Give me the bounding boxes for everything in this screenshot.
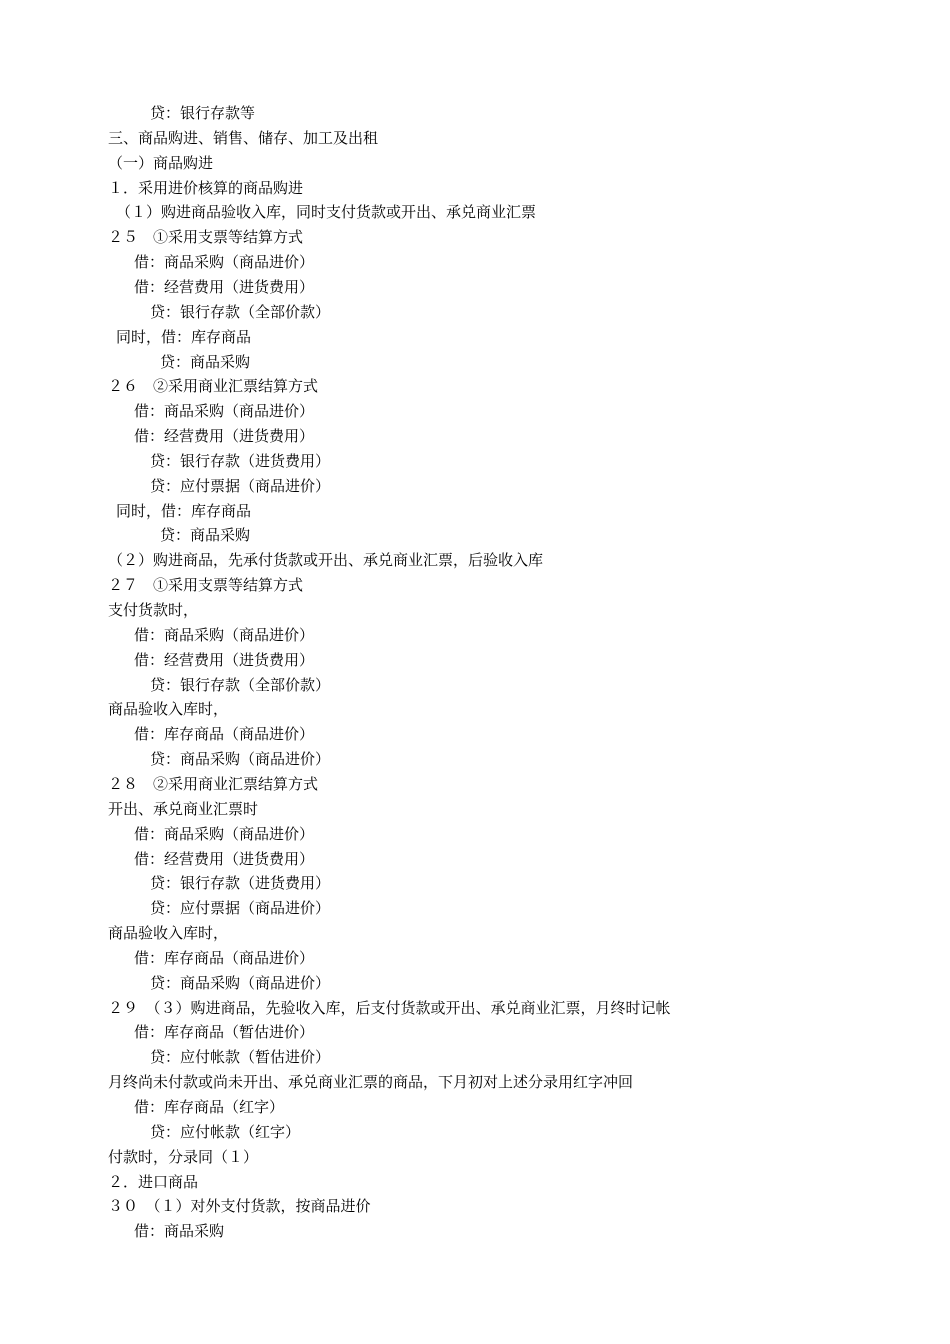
text-line: 借：经营费用（进货费用） <box>134 651 315 669</box>
text-line: 贷：应付帐款（暂估进价） <box>150 1048 331 1066</box>
text-line: （一）商品购进 <box>108 154 214 172</box>
text-line: ２８ ②采用商业汇票结算方式 <box>108 775 319 793</box>
text-line: 支付货款时， <box>108 601 199 619</box>
text-line: 借：经营费用（进货费用） <box>134 850 315 868</box>
text-line: 借：商品采购 <box>134 1222 225 1240</box>
text-line: 借：商品采购（商品进价） <box>134 626 315 644</box>
text-line: 付款时，分录同（１） <box>108 1148 259 1166</box>
text-line: 贷：银行存款等 <box>150 104 256 122</box>
text-line: 三、商品购进、销售、储存、加工及出租 <box>108 129 379 147</box>
text-line: ２６ ②采用商业汇票结算方式 <box>108 377 319 395</box>
text-line: １．采用进价核算的商品购进 <box>108 179 304 197</box>
text-line: 借：商品采购（商品进价） <box>134 825 315 843</box>
text-line: 商品验收入库时， <box>108 924 229 942</box>
text-line: ２７ ①采用支票等结算方式 <box>108 576 304 594</box>
text-line: 贷：应付票据（商品进价） <box>150 899 331 917</box>
text-line: 贷：应付票据（商品进价） <box>150 477 331 495</box>
text-line: 借：经营费用（进货费用） <box>134 278 315 296</box>
text-line: 贷：银行存款（全部价款） <box>150 303 331 321</box>
text-line: 贷：商品采购（商品进价） <box>150 750 331 768</box>
text-line: 贷：应付帐款（红字） <box>150 1123 301 1141</box>
text-line: 贷：银行存款（进货费用） <box>150 452 331 470</box>
text-line: 月终尚未付款或尚未开出、承兑商业汇票的商品，下月初对上述分录用红字冲回 <box>108 1073 634 1091</box>
text-line: 借：商品采购（商品进价） <box>134 402 315 420</box>
text-line: 借：商品采购（商品进价） <box>134 253 315 271</box>
text-line: 同时，借：库存商品 <box>116 328 252 346</box>
text-line: 开出、承兑商业汇票时 <box>108 800 259 818</box>
text-line: 借：经营费用（进货费用） <box>134 427 315 445</box>
text-line: 贷：银行存款（全部价款） <box>150 676 331 694</box>
text-line: 贷：银行存款（进货费用） <box>150 874 331 892</box>
text-line: （１）购进商品验收入库，同时支付货款或开出、承兑商业汇票 <box>116 203 537 221</box>
text-line: 借：库存商品（商品进价） <box>134 949 315 967</box>
text-line: ２．进口商品 <box>108 1173 199 1191</box>
text-line: 贷：商品采购 <box>160 353 251 371</box>
text-line: 贷：商品采购（商品进价） <box>150 974 331 992</box>
text-line: ３０ （１）对外支付货款，按商品进价 <box>108 1197 371 1215</box>
text-line: 商品验收入库时， <box>108 700 229 718</box>
text-line: ２９ （３）购进商品，先验收入库，后支付货款或开出、承兑商业汇票，月终时记帐 <box>108 999 671 1017</box>
text-line: 同时，借：库存商品 <box>116 502 252 520</box>
text-line: （２）购进商品，先承付货款或开出、承兑商业汇票，后验收入库 <box>108 551 544 569</box>
text-line: 借：库存商品（暂估进价） <box>134 1023 315 1041</box>
text-line: ２５ ①采用支票等结算方式 <box>108 228 304 246</box>
text-line: 借：库存商品（红字） <box>134 1098 285 1116</box>
text-line: 贷：商品采购 <box>160 526 251 544</box>
text-line: 借：库存商品（商品进价） <box>134 725 315 743</box>
